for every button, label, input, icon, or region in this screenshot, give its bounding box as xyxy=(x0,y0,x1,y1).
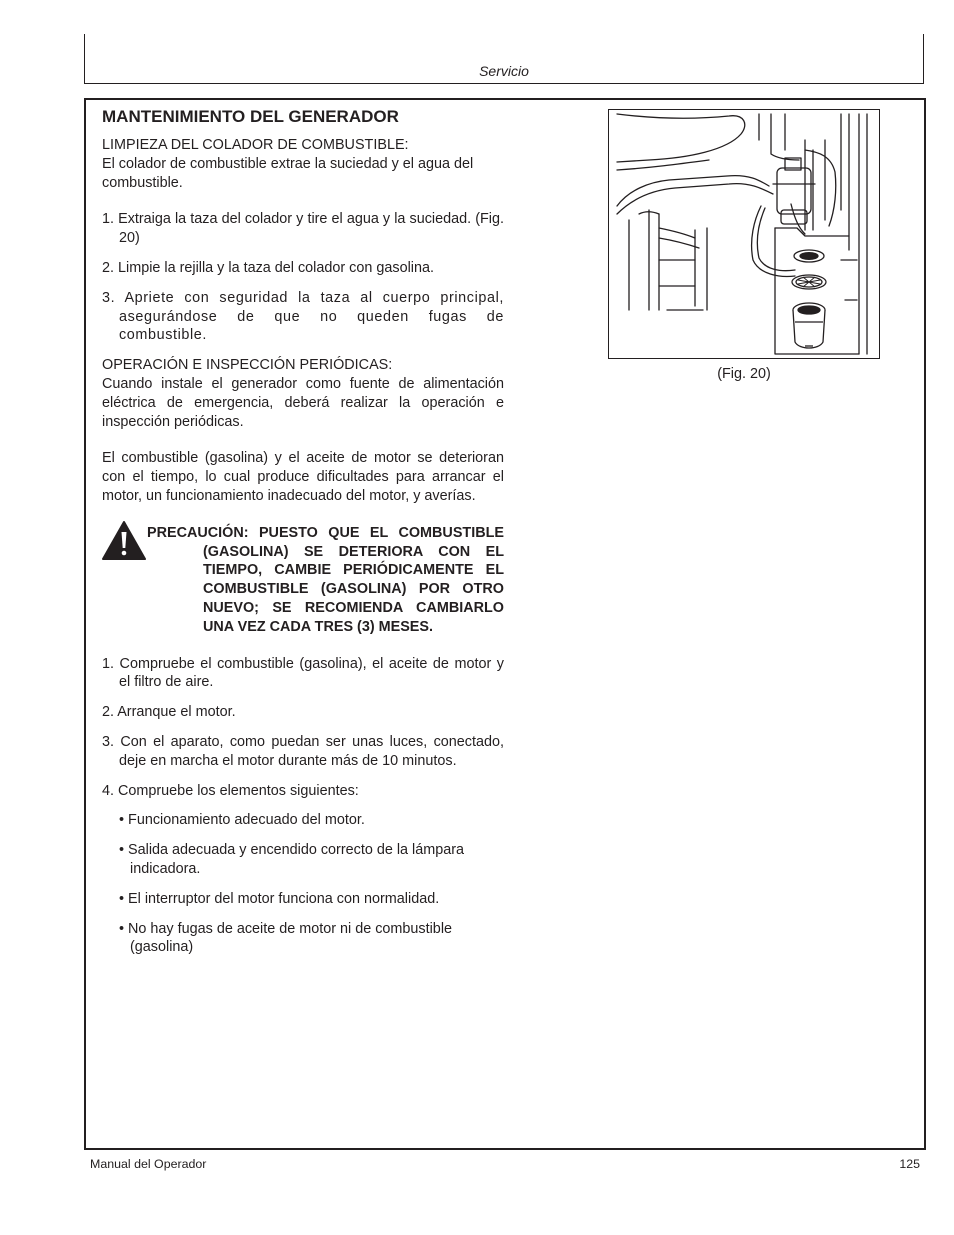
strainer-step: 2. Limpie la rejilla y la taza del colador con gasolina. xyxy=(102,259,434,276)
operation-step: 3. Con el aparato, como puedan ser unas luces, conectado, deje en marcha el motor durante más de 10 minutos. xyxy=(102,733,504,769)
operation-heading: OPERACIÓN E INSPECCIÓN PERIÓDICAS: xyxy=(102,357,393,374)
operation-step: 4. Compruebe los elementos siguientes: xyxy=(102,782,359,799)
operation-step: 2. Arranque el motor. xyxy=(102,704,236,721)
strainer-heading: LIMPIEZA DEL COLADOR DE COMBUSTIBLE: xyxy=(102,137,409,153)
check-item: • Funcionamiento adecuado del motor. xyxy=(119,812,365,829)
caution-block xyxy=(102,524,504,637)
operation-paragraph: Cuando instale el generador como fuente de alimentación eléctrica de emergencia, deberá realizar la operación e inspección periódicas. xyxy=(102,375,504,430)
strainer-intro: El colador de combustible extrae la suciedad y el agua del combustible. xyxy=(102,155,474,191)
strainer-step: 1. Extraiga la taza del colador y tire el agua y la suciedad. (Fig. 20) xyxy=(102,211,504,247)
fuel-strainer-illustration-icon xyxy=(609,110,879,358)
caution-text: PRECAUCIÓN: PUESTO QUE EL COMBUSTIBLE (GASOLINA) SE DETERIORA CON EL TIEMPO, CAMBIE PERIÓDICAMENTE EL COMBUSTIBLE (GASOLINA) POR OTRO NUEVO; SE RECOMIENDA CAMBIARLO UNA VEZ CADA TRES (3) MESES. xyxy=(147,524,504,635)
check-item: • No hay fugas de aceite de motor ni de combustible (gasolina) xyxy=(119,920,453,956)
strainer-step: 3. Apriete con seguridad la taza al cuerpo principal, asegurándose de que no queden fugas de combustible. xyxy=(102,289,504,344)
page-title: MANTENIMIENTO DEL GENERADOR xyxy=(102,107,399,126)
check-item: • El interruptor del motor funciona con normalidad. xyxy=(119,890,440,907)
warning-triangle-icon xyxy=(102,520,146,560)
fuel-strainer-figure xyxy=(608,109,880,359)
footer-manual-title: Manual del Operador xyxy=(90,1157,207,1171)
operation-step: 1. Compruebe el combustible (gasolina), el aceite de motor y el filtro de aire. xyxy=(102,655,504,691)
page-header xyxy=(84,34,924,84)
section-name: Servicio xyxy=(479,63,529,79)
text-column xyxy=(102,106,504,957)
figure-caption: (Fig. 20) xyxy=(717,366,771,382)
operation-paragraph: El combustible (gasolina) y el aceite de motor se deterioran con el tiempo, lo cual produce dificultades para arrancar el motor, un funcionamiento inadecuado del motor, y averías. xyxy=(102,450,504,504)
page-number: 125 xyxy=(899,1157,920,1171)
content-frame xyxy=(84,98,926,1150)
check-item: • Salida adecuada y encendido correcto de la lámpara indicadora. xyxy=(119,842,465,877)
